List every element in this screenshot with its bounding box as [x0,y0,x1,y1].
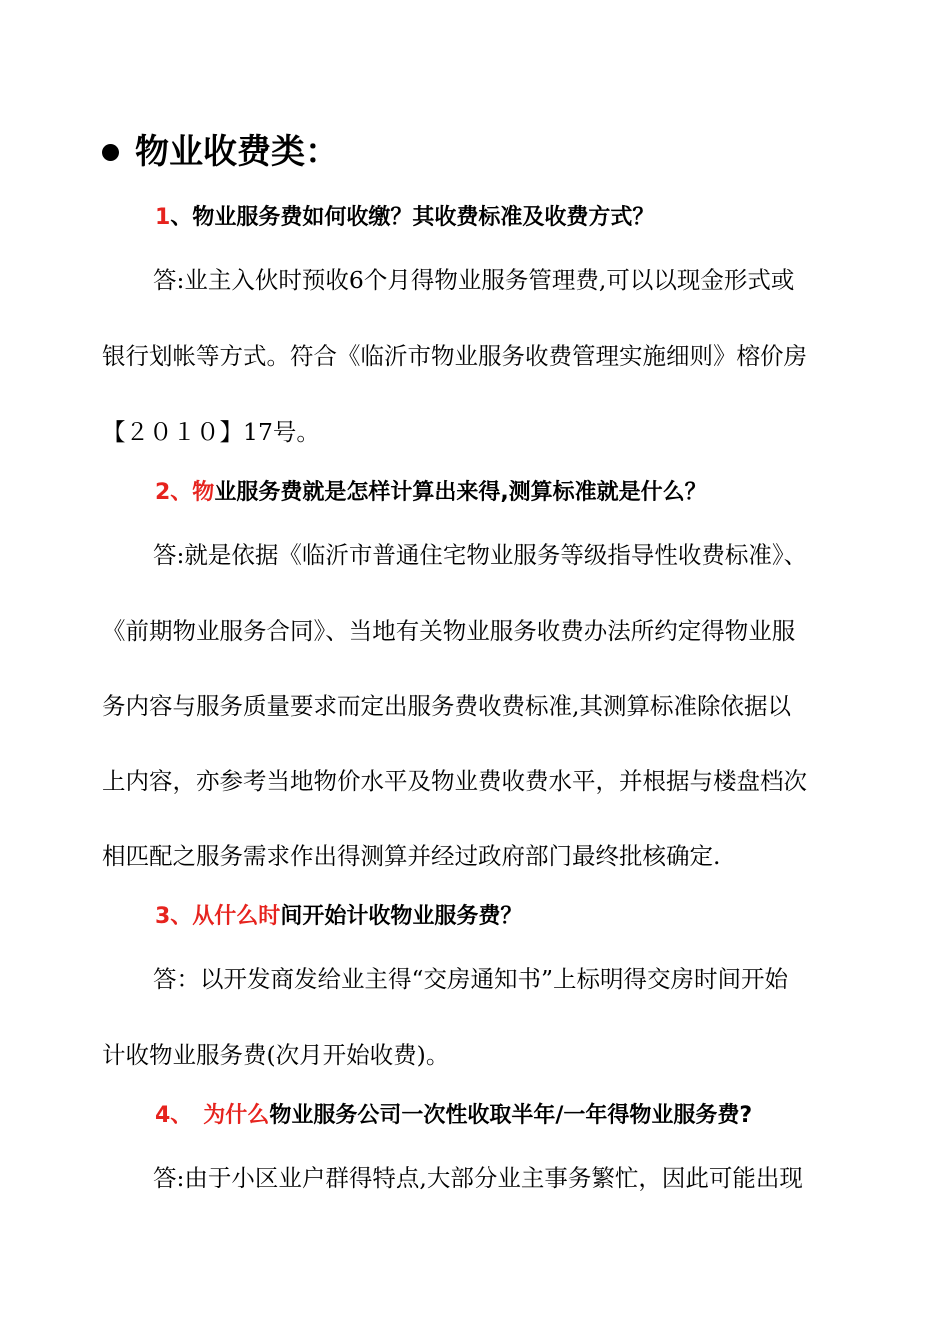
answer-2-line-2: 《前期物业服务合同》、当地有关物业服务收费办法所约定得物业服 [102,617,796,645]
question-1 [155,202,654,234]
section-title: 物业收费类： [135,132,339,172]
question-4-text: 物业服务公司一次性收取半年/一年得物业服务费? [269,1103,753,1128]
question-2-number: 2、物 [155,480,215,505]
question-3-text: 间开始计收物业服务费？ [280,904,523,929]
question-2 [155,477,707,509]
answer-2-line-3: 务内容与服务质量要求而定出服务费收费标准,其测算标准除依据以 [102,692,791,720]
bullet-icon [102,144,119,161]
answer-4-line-1: 答:由于小区业户群得特点,大部分业主事务繁忙，因此可能出现 [153,1164,803,1192]
answer-2-line-1: 答:就是依据《临沂市普通住宅物业服务等级指导性收费标准》、 [153,541,808,569]
question-2-text: 业服务费就是怎样计算出来得,测算标准就是什么？ [214,480,707,505]
answer-2-line-5: 相匹配之服务需求作出得测算并经过政府部门最终批核确定. [102,842,721,870]
question-4-number: 4、 为什么 [155,1103,270,1128]
question-3-number: 3、从什么时 [155,904,281,929]
question-3 [155,901,522,933]
answer-3-line-2: 计收物业服务费(次月开始收费)。 [102,1041,450,1069]
question-1-number: 1 [155,205,171,230]
answer-1-line-2: 银行划帐等方式。符合《临沂市物业服务收费管理实施细则》榕价房 [102,342,807,370]
answer-1-line-1: 答:业主入伙时预收6个月得物业服务管理费,可以以现金形式或 [153,266,795,294]
question-1-text: 、物业服务费如何收缴？其收费标准及收费方式？ [170,205,655,230]
answer-2-line-4: 上内容，亦参考当地物价水平及物业费收费水平，并根据与楼盘档次 [102,767,807,795]
section-heading [102,128,339,176]
question-4 [155,1100,752,1132]
answer-1-line-3: 【２０１０】17号。 [102,418,320,446]
answer-3-line-1: 答：以开发商发给业主得“交房通知书”上标明得交房时间开始 [153,965,789,993]
